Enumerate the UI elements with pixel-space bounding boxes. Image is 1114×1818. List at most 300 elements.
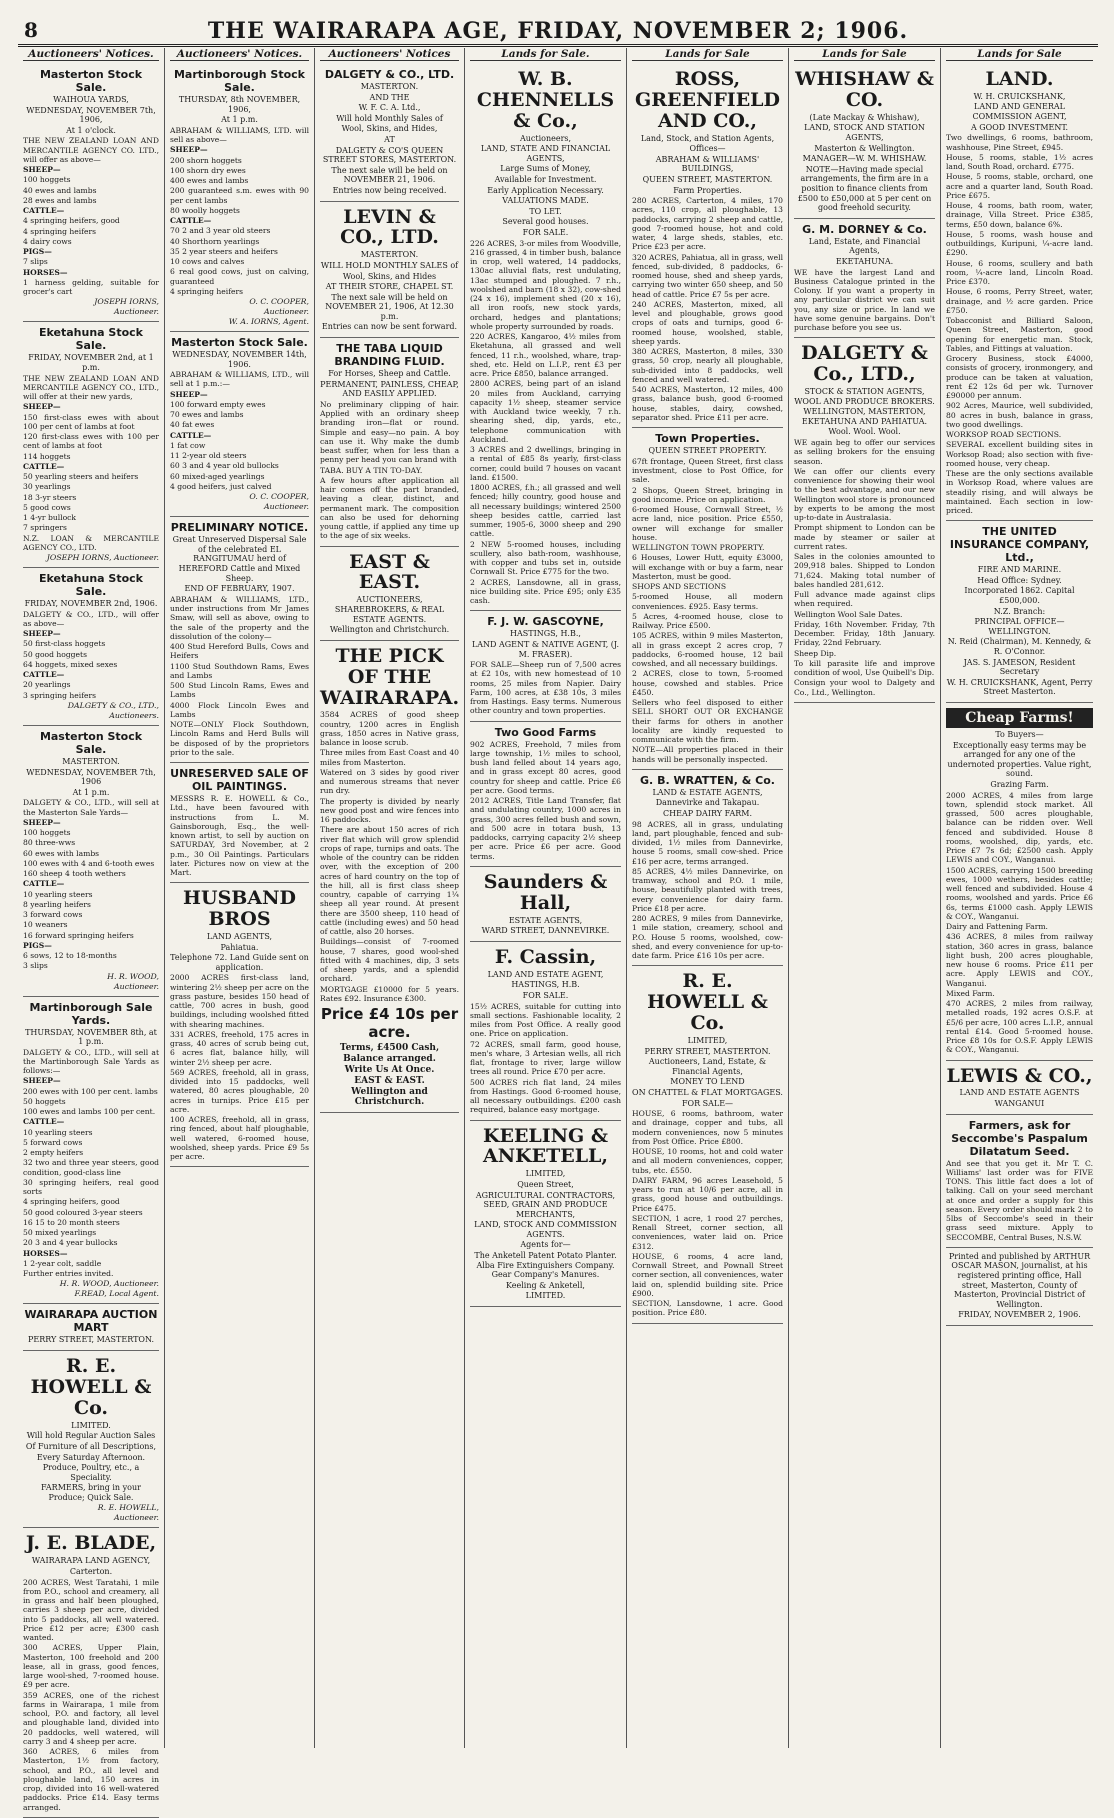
ad-paragraph: 200 ACRES, West Taratahi, 1 mile from P.O., school and creamery, all in grass and half been ploughed, carries 3 sheep per acre, divided into 5 paddocks, all well watered. Price £12 per acre; £300 cash wanted. xyxy=(23,1577,159,1643)
ad-title: G. B. WRATTEN, & Co. xyxy=(640,773,775,787)
ad-line: DALGETY & CO'S QUEEN STREET STORES, MASTERTON. xyxy=(322,145,457,165)
ad-paragraph: 60 mixed-aged yearlings xyxy=(170,471,265,481)
ad-paragraph: 114 hoggets xyxy=(23,451,71,461)
ad-title: WAIRARAPA AUCTION MART xyxy=(24,1308,158,1335)
ad-line: QUEEN STREET PROPERTY. xyxy=(648,446,767,456)
ad-line: N.Z. Branch: xyxy=(993,606,1046,616)
ad-line: Entries can now be sent forward. xyxy=(321,322,458,332)
column-heading: Lands for Sale. xyxy=(470,48,621,61)
ad-title: Eketahuna Stock Sale. xyxy=(39,326,143,353)
masthead xyxy=(18,18,1098,47)
ad-title: Martinborough Sale Yards. xyxy=(29,1000,153,1027)
ad-line: Farm Properties. xyxy=(673,185,742,195)
ad-paragraph: 2000 ACRES first-class land, wintering 2½ sheep per acre on the grass pasture, besides 150 head of cattle, 700 acres in bush, good buildings, including woolshed fitted with shearing machines. xyxy=(170,973,309,1029)
ad-paragraph: 4 springing heifers xyxy=(23,226,97,236)
ad-line: STOCK & STATION AGENTS, WOOL AND PRODUCE BROKERS. xyxy=(794,387,935,406)
advertisement xyxy=(946,1115,1093,1248)
ad-paragraph: 4000 Flock Lincoln Ewes and Lambs xyxy=(170,700,309,719)
advertisement xyxy=(946,1061,1093,1115)
ad-paragraph: WE again beg to offer our services as selling brokers for the ensuing season. xyxy=(794,438,935,466)
ad-title: Farmers, ask for Seccombe's Paspalum Dilatatum Seed. xyxy=(951,1118,1088,1158)
ad-paragraph: 7 springers xyxy=(23,523,67,533)
advertisement xyxy=(632,428,783,770)
signature: Auctioneer. xyxy=(114,1513,159,1523)
ad-line: LAND AGENT & NATIVE AGENT, (J. M. FRASER). xyxy=(471,639,620,659)
ad-paragraph: DALGETY & CO., LTD., will sell at the Martinborough Sale Yards as follows:— xyxy=(23,1047,159,1076)
ad-paragraph: 360 ACRES, 6 miles from Masterton, 1½ from factory, school, and P.O., all level and ploughable land, 150 acres in crop, divided into 16 well-watered paddocks. Price £14. Easy terms arranged. xyxy=(23,1747,159,1812)
ad-paragraph: 35 2 year steers and heifers xyxy=(170,246,278,256)
advertisement xyxy=(23,568,159,726)
ad-paragraph: CATTLE— xyxy=(23,670,65,680)
ad-paragraph: 40 fat ewes xyxy=(170,420,215,430)
ad-paragraph: 100 ewes and lambs 100 per cent. xyxy=(23,1107,156,1117)
ad-title: F. J. W. GASCOYNE, xyxy=(487,615,604,629)
ad-paragraph: 3 slips xyxy=(23,961,48,971)
ad-line: ESTATE AGENTS, xyxy=(508,915,583,925)
ad-paragraph: 3 forward cows xyxy=(23,910,83,920)
ad-paragraph: Three miles from East Coast and 40 miles from Masterton. xyxy=(320,748,459,767)
advertisement xyxy=(470,1121,621,1308)
advertisement xyxy=(320,338,459,547)
signature: JOSEPH IORNS, xyxy=(94,297,159,307)
ad-paragraph: MESSRS R. E. HOWELL & Co., Ltd., have been favoured with instructions from L. M. Gainsborough, Esq., the well-known artist, to sell by auction on SATURDAY, 3rd November, at 2 p.m., 30 Oil Paintings. Particulars later. Pictures now on view at the Mart. xyxy=(170,794,309,878)
ad-title: J. E. BLADE, xyxy=(25,1532,157,1555)
advertisement xyxy=(470,867,621,942)
advertisement xyxy=(23,1304,159,1351)
ad-line: FRIDAY, NOVEMBER 2nd, 1906. xyxy=(24,599,158,609)
ad-line: WELLINGTON, MASTERTON, EKETAHUNA AND PAHIATUA. xyxy=(801,407,928,426)
ad-line: END OF FEBRUARY, 1907. xyxy=(184,584,295,594)
ad-line: LAND AGENTS, xyxy=(206,932,273,942)
ad-line: Queen Street, xyxy=(517,1179,574,1189)
ad-line: TO LET. xyxy=(529,206,562,216)
ad-line: Will hold Regular Auction Sales xyxy=(26,1431,156,1441)
ad-paragraph: House, 5 rooms, stable, orchard, one acre and a quarter land, South Road. Price £675. xyxy=(946,172,1093,200)
ad-title: PRELIMINARY NOTICE. xyxy=(170,521,309,535)
ad-paragraph: SHEEP— xyxy=(23,817,61,827)
ad-paragraph: And see that you get it. Mr T. C. Williams' last order was for FIVE TONS. This little fact does a lot of talking. Call on your seed merchant at once and order a supply for this season. Every order should mark 2 to 5lbs of Seccombe's seed in their grass seed mixture. Apply to SECCOMBE, Central Buses, N.S.W. xyxy=(946,1158,1093,1242)
advertisement xyxy=(946,64,1093,521)
column-heading: Lands for Sale xyxy=(632,48,783,61)
ad-paragraph: 72 ACRES, small farm, good house, men's whare, 3 Artesian wells, all rich flat, frontage to river, large willow trees all round. Price £70 per acre. xyxy=(470,1039,621,1077)
ad-paragraph: 6 real good cows, just on calving, guaranteed xyxy=(170,267,309,286)
ad-paragraph: ABRAHAM & WILLIAMS, LTD., under instructions from Mr James Smaw, will sell as above, owing to the sale of the property and the dissolution of the colony— xyxy=(170,594,309,641)
ad-paragraph: THE NEW ZEALAND LOAN AND MERCANTILE AGENCY CO., LTD., will offer at their new yards, xyxy=(23,373,159,402)
ad-paragraph: CATTLE— xyxy=(23,879,65,889)
ad-paragraph: 3 ACRES and 2 dwellings, bringing in a rental of £85 8s yearly, first-class corner, could build 7 houses on vacant land. £1500. xyxy=(470,445,621,482)
ad-paragraph: SHEEP— xyxy=(170,145,208,155)
column-3 xyxy=(315,48,465,1748)
ad-title: THE TABA LIQUID BRANDING FLUID. xyxy=(334,342,445,369)
ad-line: LAND & ESTATE AGENTS, xyxy=(652,787,763,797)
ad-line: AGRICULTURAL CONTRACTORS, SEED, GRAIN AND PRODUCE MERCHANTS, xyxy=(475,1190,616,1219)
signature: H. R. WOOD, Auctioneer. xyxy=(59,1279,159,1289)
ad-paragraph: 70 2 and 3 year old steers xyxy=(170,226,271,236)
ad-paragraph: 67ft frontage, Queen Street, first class investment, close to Post Office, for sale. xyxy=(632,456,783,485)
ad-line: ABRAHAM & WILLIAMS' BUILDINGS, xyxy=(655,154,760,174)
advertisement xyxy=(320,547,459,641)
ad-line: At 1 o'clock. xyxy=(66,125,116,135)
ad-paragraph: 20 3 and 4 year bullocks xyxy=(23,1238,118,1248)
ad-paragraph: THE NEW ZEALAND LOAN AND MERCANTILE AGENCY CO. LTD., will offer as above— xyxy=(23,136,159,164)
ad-paragraph: CATTLE— xyxy=(170,430,212,440)
ad-paragraph: 320 ACRES, Pahiatua, all in grass, well fenced, sub-divided, 8 paddocks, 6-roomed house, shed and sheep yards, carrying two winter 650 sheep, and 50 head of cattle. Price £7 5s per acre. xyxy=(632,252,783,299)
ad-paragraph: CATTLE— xyxy=(170,216,212,226)
ad-line: LAND AND ESTATE AGENTS xyxy=(959,1088,1080,1098)
ad-paragraph: Friday, 16th November. Friday, 7th December. Friday, 18th January. Friday, 22nd February. xyxy=(794,619,935,648)
ad-paragraph: 8 yearling heifers xyxy=(23,899,91,909)
ad-line: The Anketell Patent Potato Planter. Alba Fire Extinguishers Company. Gear Company's Manures. xyxy=(474,1251,617,1280)
ad-paragraph: 1 4-yr bullock xyxy=(23,513,77,523)
ad-paragraph: Full advance made against clips when required. xyxy=(794,590,935,609)
ad-paragraph: 50 first-class hoggets xyxy=(23,639,106,649)
terms-line: Write Us At Once. xyxy=(344,1065,435,1076)
ad-title: Two Good Farms xyxy=(494,725,597,739)
ad-line: Auctioneers, xyxy=(519,133,572,143)
ad-paragraph: WELLINGTON TOWN PROPERTY. xyxy=(632,543,765,553)
ad-line: Keeling & Anketell, xyxy=(506,1280,585,1290)
ad-title: Cheap Farms! xyxy=(946,708,1093,728)
ad-line: The next sale will be held on NOVEMBER 21, 1906. xyxy=(331,165,448,185)
ad-paragraph: 1 harness gelding, suitable for grocer's cart xyxy=(23,277,159,297)
ad-line: LIMITED, xyxy=(687,1036,728,1046)
ad-line: A GOOD INVESTMENT. xyxy=(970,122,1069,132)
ad-line: N. Reid (Chairman), M. Kennedy, & R. O'Connor. xyxy=(947,637,1092,657)
ad-paragraph: 100 forward empty ewes xyxy=(170,399,266,409)
ad-paragraph: Buildings—consist of 7-roomed house, 7 shares, good wool-shed fitted with 4 machines, dip, 3 sets of sheep yards, and a splendid orchard. xyxy=(320,937,459,984)
price-line: Price £4 10s per acre. xyxy=(320,1005,459,1042)
advertisement xyxy=(794,219,935,339)
advertisement xyxy=(794,64,935,219)
ad-title: UNRESERVED SALE OF OIL PAINTINGS. xyxy=(170,767,309,794)
ad-line: Produce, Poultry, etc., a Speciality. xyxy=(42,1463,140,1482)
ad-line: Wool, Skins, and Hides xyxy=(342,271,437,281)
ad-title: Saunders & Hall, xyxy=(483,870,608,914)
column-heading: Auctioneers' Notices xyxy=(320,48,459,61)
ad-paragraph: SHEEP— xyxy=(23,402,61,412)
ad-paragraph: 40 Shorthorn yearlings xyxy=(170,236,260,246)
ad-line: LAND AND GENERAL COMMISSION AGENT, xyxy=(972,102,1067,122)
signature: Auctioneer. xyxy=(114,981,159,991)
ad-line: To Buyers— xyxy=(995,729,1044,739)
ad-title: Masterton Stock Sale. xyxy=(39,729,143,756)
ad-paragraph: 10 weaners xyxy=(23,920,68,930)
ad-title: G. M. DORNEY & Co. xyxy=(802,222,927,236)
ad-line: PERRY STREET, MASTERTON. xyxy=(27,1335,155,1345)
ad-paragraph: These are the only sections available in Worksop Road, where values are steadily rising, and will always be maintained. Each section in low-priced. xyxy=(946,469,1093,516)
ad-paragraph: 280 ACRES, Carterton, 4 miles, 170 acres, 110 crop, all ploughable, 13 paddocks, carrying 2 sheep and cattle, good 7-roomed house, hot and cold water, 4 large sheds, stables, etc. Price £23 per acre. xyxy=(632,196,783,252)
ad-paragraph: 2800 ACRES, being part of an island 20 miles from Auckland, carrying capacity 1½ sheep, steamer service with Auckland twice weekly, 7 r.h. shearing shed, dip, yards, etc., telephone communication with Auckland. xyxy=(470,379,621,444)
ad-paragraph: 70 ewes and lambs xyxy=(170,410,244,420)
column-heading: Lands for Sale xyxy=(946,48,1093,61)
ad-paragraph: 380 ACRES, Masterton, 8 miles, 330 grass, 50 crop, nearly all ploughable, sub-divided into 8 paddocks, well fenced and well watered. xyxy=(632,347,783,384)
ad-title: R. E. HOWELL & Co. xyxy=(30,1355,152,1419)
ad-line: Offices— xyxy=(689,144,726,154)
advertisement xyxy=(470,942,621,1121)
advertisement xyxy=(170,763,309,883)
ad-paragraph: 16 15 to 20 month steers xyxy=(23,1217,120,1227)
ad-line: FIRE AND MARINE. xyxy=(977,565,1062,575)
ad-paragraph: 50 good coloured 3-year steers xyxy=(23,1207,143,1217)
ad-paragraph: Tobacconist and Billiard Saloon, Queen Street, Masterton, good opening for energetic man. Stock, Tables, and Fittings at valuation. xyxy=(946,316,1093,353)
ad-title: Martinborough Stock Sale. xyxy=(173,68,305,94)
ad-paragraph: 5 forward cows xyxy=(23,1137,83,1147)
advertisement xyxy=(170,332,309,517)
ad-paragraph: 280 ACRES, 9 miles from Dannevirke, 1 mile station, creamery, school and P.O. House 5 rooms, woolshed, cow-shed, and every convenience for up-to-date farm. Price £16 10s per acre. xyxy=(632,914,783,961)
ad-paragraph: 100 ewes with 4 and 6-tooth ewes xyxy=(23,858,155,868)
ad-paragraph: 4 dairy cows xyxy=(23,236,72,246)
ad-paragraph: 100 hoggets xyxy=(23,828,71,838)
ad-paragraph: Further entries invited. xyxy=(23,1269,114,1279)
ad-paragraph: HOUSE, 10 rooms, hot and cold water and all modern conveniences, copper, tubs, etc. £550. xyxy=(632,1147,783,1175)
ad-paragraph: 4 springing heifers, good xyxy=(23,1197,120,1207)
ad-paragraph: Grocery Business, stock £4000, consists of grocery, ironmongery, and produce can be taken at valuation, rent £2 12s 6d per wk. Turnover £90000 per annum. xyxy=(946,354,1093,401)
ad-paragraph: 902 Acres, Maurice, well subdivided, 80 acres in bush, balance in grass, two good dwellings. xyxy=(946,401,1093,429)
ad-line: Printed and published by ARTHUR OSCAR MASON, journalist, at his registered printing office, Hall street, Masterton, County of Masterton, Provincial District of Wellington. xyxy=(948,1251,1091,1309)
ad-paragraph: 5 Acres, 4-roomed house, close to Railway. Price £500. xyxy=(632,611,783,631)
ad-paragraph: Consign your wool to Dalgety and Co., Ltd., Wellington. xyxy=(794,678,935,697)
ad-line: Every Saturday Afternoon. xyxy=(36,1452,146,1462)
column-2 xyxy=(165,48,315,1748)
signature: F.READ, Local Agent. xyxy=(74,1289,159,1299)
advertisement xyxy=(23,997,159,1305)
ad-paragraph: SHEEP— xyxy=(170,389,208,399)
ad-paragraph: ABRAHAM & WILLIAMS, LTD. will sell as above— xyxy=(170,125,309,145)
advertisement xyxy=(632,770,783,967)
ad-title: HUSBAND BROS xyxy=(183,887,296,931)
advertisement xyxy=(470,722,621,867)
ad-paragraph: DAIRY FARM, 96 acres Leasehold, 5 years to run at 10/6 per acre, all in grass, good house and outbuildings. Price £475. xyxy=(632,1175,783,1213)
ad-paragraph: HORSES— xyxy=(23,267,68,277)
ad-title: F. Cassin, xyxy=(494,945,597,968)
ad-paragraph: WORKSOP ROAD SECTIONS. xyxy=(946,430,1062,440)
ad-paragraph: PIGS— xyxy=(23,247,52,257)
ad-paragraph: No preliminary clipping of hair. Applied with an ordinary sheep branding iron—flat or round. Simple and easy—no pain. A boy can use it. Why make the dumb beast suffer, when for less than a penny per head you can brand with xyxy=(320,399,459,465)
ad-paragraph: 6-roomed House, Cornwall Street, ½ acre land, nice position. Price £550, owner will exchange for smaller house. xyxy=(632,505,783,542)
ad-paragraph: 5 good cows xyxy=(23,502,71,512)
ad-line: Land, Stock, and Station Agents, xyxy=(640,133,775,143)
ad-paragraph: 6 Houses, Lower Hutt, equity £3000, will exchange with or buy a farm, near Masterton, must be good. xyxy=(632,553,783,581)
ad-paragraph: 28 ewes and lambs xyxy=(23,195,97,205)
ad-title: LEWIS & CO., xyxy=(946,1064,1093,1087)
advertisement xyxy=(632,64,783,428)
ad-paragraph: Two dwellings, 6 rooms, bathroom, washhouse, Pine Street, £945. xyxy=(946,133,1093,152)
terms-line: Wellington and Christchurch. xyxy=(351,1087,428,1108)
ad-paragraph: SHEEP— xyxy=(23,165,61,175)
ad-paragraph: SECTION, 1 acre, 1 rood 27 perches, Renall Street, corner section, all conveniences, water laid on. Price £312. xyxy=(632,1213,783,1251)
ad-paragraph: We can offer our clients every convenience for showing their wool to the best advantage, and our new Wellington wool store is pronounced by experts to be among the most up-to-date in Australasia. xyxy=(794,466,935,522)
ad-title: Masterton Stock Sale. xyxy=(39,68,143,94)
ad-paragraph: 60 3 and 4 year old bullocks xyxy=(170,461,279,471)
ad-line: Exceptionally easy terms may be arranged for any one of the undernoted properties. Value right, sound. xyxy=(947,740,1092,779)
ad-paragraph: Prompt shipment to London can be made by steamer or sailer at current rates. xyxy=(794,523,935,551)
ad-line: WANGANUI xyxy=(994,1099,1045,1109)
terms-line: Terms, £4500 Cash, xyxy=(339,1043,440,1054)
ad-paragraph: 15½ ACRES, suitable for cutting into small sections. Fashionable locality, 2 miles from Post Office. A really good one. Price on application. xyxy=(470,1001,621,1039)
ad-line: THURSDAY, 8th NOVEMBER, 1906, xyxy=(178,95,301,114)
ad-paragraph: 200 ewes with 100 per cent. lambs xyxy=(23,1086,158,1096)
ad-paragraph: 2 empty heifers xyxy=(23,1148,84,1158)
ad-paragraph: WE have the largest Land and Business Catalogue printed in the Colony. If you want a property in any particular district we can suit you, any size or price. In land we have some genuine bargains. Don't purchase before you see us. xyxy=(794,267,935,332)
ad-paragraph: 3584 ACRES of good sheep country, 1200 acres in English grass, 1850 acres in Native grass, balance in loose scrub. xyxy=(320,710,459,748)
ad-paragraph: CATTLE— xyxy=(23,206,65,216)
ad-paragraph: 80 woolly hoggets xyxy=(170,205,240,215)
ad-title: WHISHAW & CO. xyxy=(795,68,934,111)
ad-paragraph: 7 slips xyxy=(23,257,48,267)
advertisement xyxy=(470,64,621,611)
ad-line: LAND, STOCK AND COMMISSION AGENTS. xyxy=(474,1220,617,1239)
ad-line: LAND, STOCK AND STATION AGENTS, xyxy=(804,123,925,142)
advertisement xyxy=(170,883,309,1167)
ad-paragraph: 100 shorn dry ewes xyxy=(170,165,246,175)
ad-line: ON CHATTEL & FLAT MORTGAGES. xyxy=(632,1088,783,1097)
ad-paragraph: CATTLE— xyxy=(23,461,65,471)
column-4 xyxy=(465,48,627,1748)
ad-paragraph: 359 ACRES, one of the richest farms in Wairarapa, 1 mile from school, P.O. and factory, all level and ploughable land, divided into 20 paddocks, well watered, will carry 3 and 4 sheep per acre. xyxy=(23,1690,159,1746)
ad-paragraph: CATTLE— xyxy=(23,1117,65,1127)
ad-line: FOR SALE— xyxy=(681,1098,734,1108)
advertisement xyxy=(946,521,1093,703)
ad-paragraph: House, 6 rooms, scullery and bath room, ¼-acre land, Lincoln Road. Price £370. xyxy=(946,258,1093,287)
ad-paragraph: 20 yearlings xyxy=(23,680,71,690)
ad-paragraph: 1 fat cow xyxy=(170,440,206,450)
column-1 xyxy=(18,48,165,1812)
ad-line: NOTE—Having made special arrangements, the firm are in a position to finance clients from £500 to £50,000 at 5 per cent on good freehold security. xyxy=(797,164,932,213)
ad-line: Carterton. xyxy=(69,1566,113,1576)
ad-line: Grazing Farm. xyxy=(990,779,1049,789)
ad-paragraph: 10 yearling steers xyxy=(23,1127,93,1137)
ad-paragraph: 470 ACRES, 2 miles from railway, metalled roads, 192 acres O.S.F. at £5/6 per acre, 100 acres L.I.P., annual rental £14. Good 5-roomed house. Price £8 10s for O.S.F. Apply LEWIS & COY., Wanganui. xyxy=(946,999,1093,1055)
ad-paragraph: 30 springing heifers, real good sorts xyxy=(23,1177,159,1197)
advertisement xyxy=(794,338,935,703)
ad-line: WEDNESDAY, NOVEMBER 7th, 1906, xyxy=(26,105,156,125)
column-heading: Auctioneers' Notices. xyxy=(170,48,309,61)
ad-paragraph: 500 Stud Lincoln Rams, Ewes and Lambs xyxy=(170,681,309,700)
ad-paragraph: 80 three-wws xyxy=(23,838,76,848)
advertisement xyxy=(23,726,159,997)
ad-paragraph: 40 ewes and lambs xyxy=(23,185,97,195)
ad-paragraph: Sellers who feel disposed to either SELL SHORT OUT OR EXCHANGE their farms for others in another locality are kindly requested to communicate with the firm. xyxy=(632,698,783,745)
ad-line: At 1 p.m. xyxy=(221,115,258,125)
ad-line: MASTERTON. xyxy=(360,250,419,260)
ad-paragraph: 1500 ACRES, carrying 1500 breeding ewes, 1000 wethers, besides cattle; well fenced and subdivided. House 4 rooms, woolshed and yards. Price £6 6s, terms £1000 cash. Apply LEWIS & COY., Wanganui. xyxy=(946,865,1093,921)
ad-paragraph: There are about 150 acres of rich river flat which will grow splendid crops of rape, turnips and oats. The whole of the country can be ridden over, with the exception of 200 acres of hard country on the top of the hill, all is first class sheep country, capable of carrying 1¼ sheep all year round. At present there are 3500 sheep, 110 head of cattle (including ewes) and 50 head of cattle, also 20 horses. xyxy=(320,825,459,937)
ad-paragraph: 100 hoggets xyxy=(23,175,71,185)
ad-paragraph: 6 sows, 12 to 18-months xyxy=(23,951,117,961)
ad-title: Eketahuna Stock Sale. xyxy=(39,572,143,599)
ad-line: Of Furniture of all Descriptions, xyxy=(25,1441,157,1451)
ad-paragraph: 100 ACRES, freehold, all in grass, ring fenced, about half ploughable, well watered, 6-roomed house, woolshed, sheep yards. Price £9 5s per acre. xyxy=(170,1115,309,1162)
ad-paragraph: TABA. BUY A TIN TO-DAY. xyxy=(320,465,423,475)
ad-paragraph: 240 ACRES, Masterton, mixed, all level and ploughable, grows good crops of oats and turnips, good 6-roomed house, woolshed, stable, sheep yards. xyxy=(632,299,783,346)
ad-line: WAIRARAPA LAND AGENCY, xyxy=(31,1556,151,1566)
ad-paragraph: DALGETY & CO., LTD., will sell at the Masterton Sale Yards— xyxy=(23,798,159,817)
ad-line: MANAGER—W. M. WHISHAW. xyxy=(802,154,927,164)
advertisement xyxy=(23,1528,159,1817)
ad-paragraph: The property is divided by nearly new good post and wire fences into 16 paddocks. xyxy=(320,796,459,825)
ad-title: ROSS, GREENFIELD AND CO., xyxy=(634,68,781,132)
ad-paragraph: 200 guaranteed s.m. ewes with 90 per cent lambs xyxy=(170,186,309,205)
ad-line: Wool, Skins, and Hides, xyxy=(341,124,438,134)
signature: Auctioneers. xyxy=(109,710,159,720)
ad-line: MASTERTON. xyxy=(360,82,419,91)
ad-line: VALUATIONS MADE. xyxy=(502,196,589,206)
advertisement xyxy=(320,64,459,202)
ad-line: LAND AND ESTATE AGENT, xyxy=(487,969,604,979)
ad-paragraph: 200 shorn hoggets xyxy=(170,155,242,165)
advertisement xyxy=(320,641,459,1113)
ad-line: PERRY STREET, MASTERTON. xyxy=(644,1046,771,1056)
ad-paragraph: HOUSE, 6 rooms, 4 acre land, Cornwall Street, and Pownall Street corner section, all conveniences, water laid on, splendid building site. Price £900. xyxy=(632,1251,783,1298)
ad-line: FOR SALE. xyxy=(522,990,569,1000)
column-heading: Lands for Sale xyxy=(794,48,935,61)
ad-paragraph: 4 springing heifers xyxy=(170,286,244,296)
ad-paragraph: 400 ewes and lambs xyxy=(170,176,249,186)
ad-line: Great Unreserved Dispersal Sale of the celebrated EL RANGITUMAU herd of HEREFORD Cattle and Mixed Sheep. xyxy=(172,535,307,583)
ad-line: LAND, STATE AND FINANCIAL AGENTS, xyxy=(480,144,611,163)
ad-title: EAST & EAST. xyxy=(349,550,430,594)
ad-paragraph: 569 ACRES, freehold, all in grass, divided into 15 paddocks, well watered, 80 acres ploughable, 20 acres in turnips. Price £15 per acre. xyxy=(170,1067,309,1114)
ad-paragraph: 32 two and three year steers, good condition, good-class line xyxy=(23,1158,159,1177)
ad-paragraph: 30 yearlings xyxy=(23,482,71,492)
ad-paragraph: 5-roomed House, all modern conveniences. £925. Easy terms. xyxy=(632,592,783,611)
signature: O. C. COOPER, xyxy=(249,492,309,502)
ad-paragraph: 2 ACRES, Lansdowne, all in grass, nice building site. Price £95; only £35 cash. xyxy=(470,577,621,606)
ad-line: Wool. Wool. Wool. xyxy=(828,427,901,437)
ad-line: LIMITED, xyxy=(525,1169,566,1179)
ad-paragraph: 85 ACRES, 4½ miles Dannevirke, on tramway, school and P.O. 1 mile, house, beautifully planted with trees, every convenience for dairy farm. Price £18 per acre. xyxy=(632,866,783,913)
ad-paragraph: A few hours after application all hair comes off the part branded, leaving a clear, distinct, and permanent mark. The composition can also be used for dehorning young cattle, if applied any time up to the age of six weeks. xyxy=(320,475,459,541)
signature: Auctioneer. xyxy=(264,502,309,512)
ad-line: THURSDAY, NOVEMBER 8th, at 1 p.m. xyxy=(25,1027,157,1047)
ad-paragraph: ABRAHAM & WILLIAMS, LTD., will sell at 1 p.m.:— xyxy=(170,370,309,389)
ad-line: WEDNESDAY, NOVEMBER 14th, 1906. xyxy=(172,350,307,369)
column-heading: Auctioneers' Notices. xyxy=(23,48,159,61)
ad-paragraph: 4 springing heifers, good xyxy=(23,216,120,226)
advertisement xyxy=(320,202,459,339)
advertisement xyxy=(946,1248,1093,1326)
ad-paragraph: House, 4 rooms, bath room, water, drainage, Villa Street. Price £385, terms, £50 down, balance 6%. xyxy=(946,201,1093,229)
terms-line: Balance arranged. xyxy=(343,1054,436,1065)
ad-paragraph: House, 6 rooms, Perry Street, water, drainage, and ½ acre garden. Price £750. xyxy=(946,287,1093,315)
ad-line: Masterton & Wellington. xyxy=(814,143,915,153)
ad-line: FRIDAY, NOVEMBER 2, 1906. xyxy=(958,1310,1081,1320)
signature: O. C. COOPER, xyxy=(249,297,309,307)
ad-title: DALGETY & Co., LTD., xyxy=(801,342,928,386)
ad-line: PRINCIPAL OFFICE—WELLINGTON. xyxy=(974,617,1065,636)
ad-paragraph: 220 ACRES, Kangaroo, 4½ miles from Eketahuna, all grassed and well fenced, 11 r.h., woolshed, whare, trap-shed, etc. Held on L.I.P., rent £3 per acre. Price £850, balance arranged. xyxy=(470,332,621,379)
ad-paragraph: MORTGAGE £10000 for 5 years. Rates £92. Insurance £300. xyxy=(320,984,459,1003)
advertisement xyxy=(23,64,159,322)
ad-line: Large Sums of Money, xyxy=(500,164,591,174)
ad-line: AT THEIR STORE, CHAPEL ST. xyxy=(325,282,454,292)
advertisement xyxy=(23,322,159,568)
advertisement xyxy=(23,1351,159,1528)
ad-line: For Horses, Sheep and Cattle. xyxy=(328,369,451,379)
ad-line: QUEEN STREET, MASTERTON. xyxy=(642,175,773,185)
ad-line: Entries now being received. xyxy=(332,185,447,195)
ad-paragraph: Sheep Dip. xyxy=(794,648,837,658)
ad-paragraph: 331 ACRES, freehold, 175 acres in grass, 40 acres of scrub being cut, 6 acres flat, balance hilly, will winter 2½ sheep per acre. xyxy=(170,1029,309,1067)
ad-line: Will hold Monthly Sales of xyxy=(336,113,443,123)
ad-paragraph: 902 ACRES, Freehold, 7 miles from large township, 1½ miles to school, bush land felled about 14 years ago, and in grass except 80 acres, good country for sheep and cattle. Price £6 per acre. Good terms. xyxy=(470,739,621,795)
ad-paragraph: 226 ACRES, 3-or miles from Woodville, 216 grassed, 4 in timber bush, balance in crop, well watered, 14 paddocks, 130ac alluvial flats, rest undulating, 13ac stumped and ploughed. 7 r.h., woolshed and barn (18 x 32), cow-shed (24 x 16), implement shed (20 x 16), all iron roofs, new stock yards, orchard, hedges and plantations; whole property surrounded by roads. xyxy=(470,238,621,331)
ad-paragraph: SHEEP— xyxy=(23,1076,61,1086)
signature: DALGETY & CO., LTD., xyxy=(67,700,159,710)
ad-paragraph: 1100 Stud Southdown Rams, Ewes and Lambs xyxy=(170,661,309,680)
ad-line: WEDNESDAY, NOVEMBER 7th, 1906 xyxy=(26,767,156,787)
ad-title: THE PICK OF THE WAIRARAPA. xyxy=(320,644,460,709)
